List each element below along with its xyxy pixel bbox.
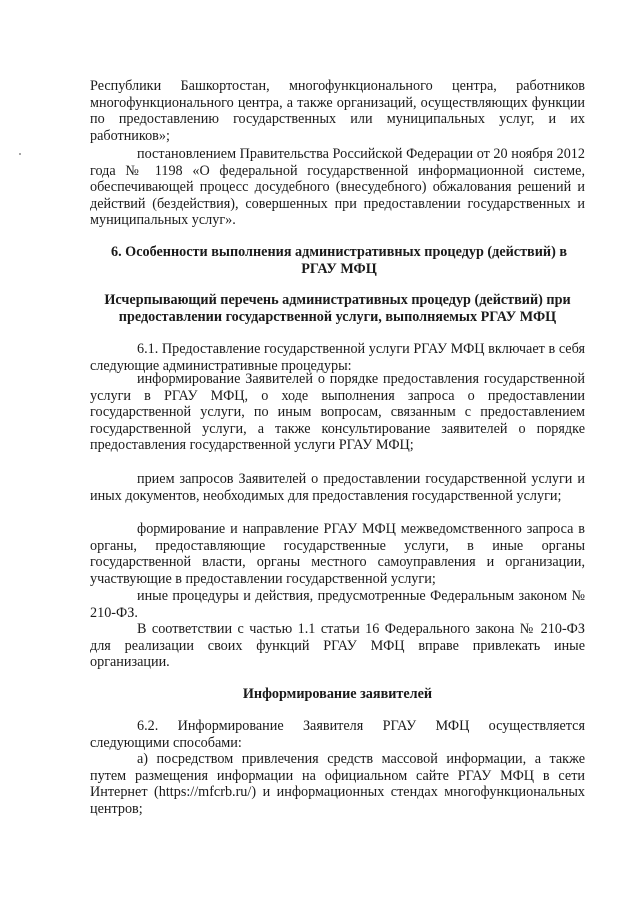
list-item-other-text: иные процедуры и действия, предусмотренные Федеральным законом № 210-ФЗ. — [90, 588, 585, 621]
paragraph-6-1-text: 6.1. Предоставление государственной услуги РГАУ МФЦ включает в себя следующие административные процедуры: — [90, 341, 585, 374]
section-heading — [104, 244, 574, 277]
list-item-informing — [90, 371, 585, 454]
subheading-informing-text: Информирование заявителей — [242, 686, 433, 702]
paragraph-accordance — [90, 621, 585, 671]
list-item-receiving-text: прием запросов Заявителей о предоставлении государственной услуги и иных документов, необходимых для предоставления государственной услуги; — [90, 471, 585, 504]
paragraph-6-2 — [90, 718, 585, 751]
list-item-receiving — [90, 471, 585, 504]
subheading-informing — [90, 686, 585, 703]
paragraph-6-1 — [90, 341, 585, 374]
list-item-forming-text: формирование и направление РГАУ МФЦ межведомственного запроса в органы, предоставляющие государственные услуги, в иные органы государственной власти, органы местного самоуправления и организации, участвующие в предоставлении государственной услуги; — [90, 521, 585, 587]
paragraph-intro — [90, 78, 585, 144]
paragraph-decree-text: постановлением Правительства Российской Федерации от 20 ноября 2012 года № 1198 «О федеральной государственной информационной системе, обеспечивающей процесс досудебного (внесудебного) обжалования решений и действий (бездействия), совершенных при предоставлении государственных и муниципальных услуг». — [90, 146, 585, 228]
paragraph-intro-text: Республики Башкортостан, многофункционального центра, работников многофункционального центра, а также организаций, осуществляющих функции по предоставлению государственных или муниципальных услуг, и их работников»; — [90, 78, 585, 144]
paragraph-accordance-text: В соответствии с частью 1.1 статьи 16 Федерального закона № 210-ФЗ для реализации своих функций РГАУ МФЦ вправе привлекать иные организации. — [90, 621, 585, 670]
list-item-forming — [90, 521, 585, 587]
list-item-other — [90, 588, 585, 621]
paragraph-a — [90, 751, 585, 817]
subheading-procedures-list-text: Исчерпывающий перечень административных процедур (действий) при предоставлении государственной услуги, выполняемых РГАУ МФЦ — [104, 292, 571, 325]
section-heading-text: 6. Особенности выполнения административных процедур (действий) в РГАУ МФЦ — [110, 244, 567, 277]
paragraph-a-text: а) посредством привлечения средств массовой информации, а также путем размещения информации на официальном сайте РГАУ МФЦ в сети Интернет (https://mfcrb.ru/) и информационных стендах многофункциональных центров; — [90, 751, 585, 817]
margin-mark — [19, 153, 21, 155]
subheading-procedures-list — [90, 292, 585, 325]
paragraph-decree — [90, 146, 585, 229]
paragraph-6-2-text: 6.2. Информирование Заявителя РГАУ МФЦ осуществляется следующими способами: — [90, 718, 585, 751]
list-item-informing-text: информирование Заявителей о порядке предоставления государственной услуги в РГАУ МФЦ, о ходе выполнения запроса о предоставлении государственной услуги, по иным вопросам, связанным с предоставлением государственной услуги, а также консультирование заявителей о порядке предоставления государственной услуги РГАУ МФЦ; — [90, 371, 585, 453]
